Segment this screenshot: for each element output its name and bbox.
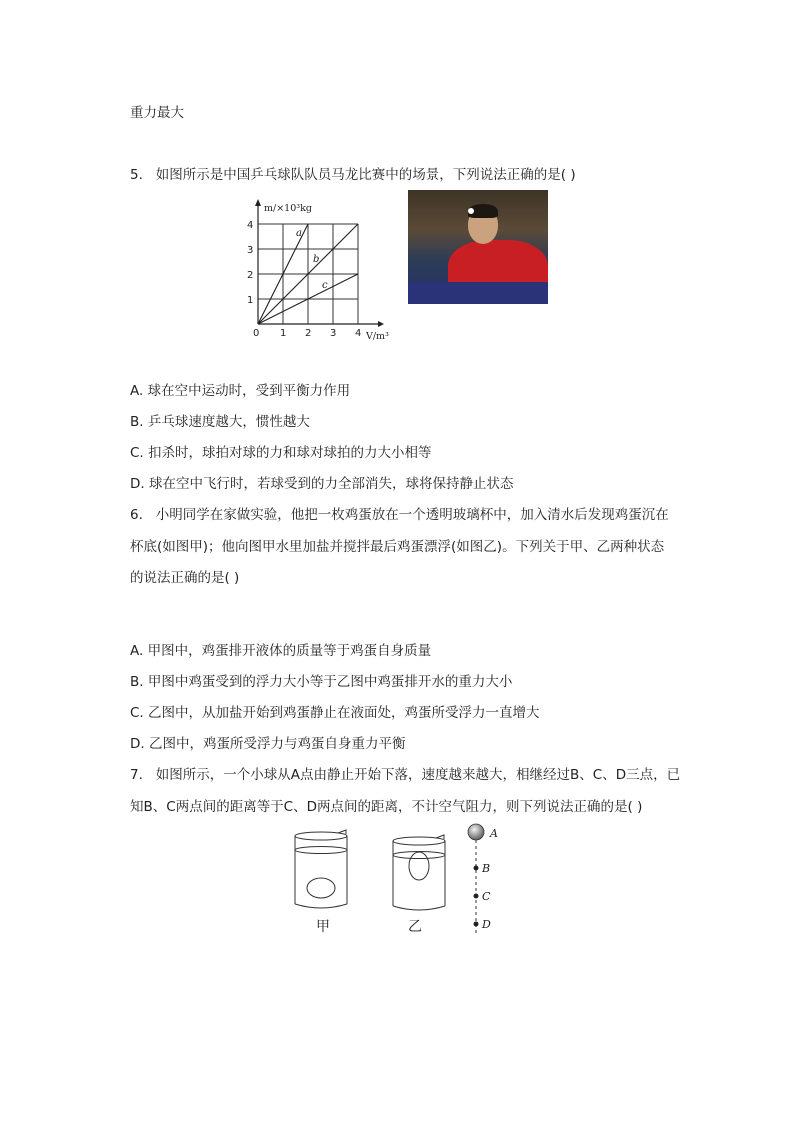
x-tick-3: 3 [330, 328, 337, 339]
q5-stem [130, 166, 576, 184]
beaker-jia [290, 828, 352, 914]
point-d-label: D [482, 918, 491, 931]
q6-stem-text-1: 小明同学在家做实验，他把一枚鸡蛋放在一个透明玻璃杯中，加入清水后发现鸡蛋沉在 [155, 507, 669, 523]
ping-pong-ball [468, 208, 474, 214]
y-tick-4: 4 [247, 220, 254, 231]
x-tick-4: 4 [355, 328, 362, 339]
x-axis-label: V/m³ [366, 331, 389, 342]
point-c-dot [474, 894, 479, 899]
point-d-dot [474, 922, 479, 927]
q7-number: 7. [130, 767, 143, 783]
y-axis-label: m/×10³kg [264, 203, 312, 214]
q6-option-b: B. 甲图中鸡蛋受到的浮力大小等于乙图中鸡蛋排开水的重力大小 [130, 674, 513, 690]
table-edge [408, 282, 548, 304]
mass-volume-graph [238, 196, 398, 346]
continuation-text: 重力最大 [130, 105, 184, 121]
line-c-label: c [322, 280, 328, 291]
q5-stem-text: 如图所示是中国乒乓球队队员马龙比赛中的场景，下列说法正确的是( ) [155, 167, 576, 183]
q7-stem-line-2: 知B、C两点间的距离等于C、D两点间的距离，不计空气阻力，则下列说法正确的是( ) [130, 799, 643, 815]
q6-option-a: A. 甲图中，鸡蛋排开液体的质量等于鸡蛋自身质量 [130, 643, 432, 659]
table-tennis-photo [408, 190, 548, 304]
falling-ball-diagram [460, 820, 510, 938]
x-tick-2: 2 [305, 328, 312, 339]
q5-option-a: A. 球在空中运动时，受到平衡力作用 [130, 383, 351, 399]
point-b-dot [474, 866, 479, 871]
q6-stem-line-2: 杯底(如图甲)；他向图甲水里加盐并搅拌最后鸡蛋漂浮(如图乙)。下列关于甲、乙两种状态 [130, 539, 665, 555]
x-tick-1: 1 [280, 328, 287, 339]
y-tick-1: 1 [247, 295, 254, 306]
q6-stem-line-3: 的说法正确的是( ) [130, 570, 240, 586]
q7-stem-text-1: 如图所示，一个小球从A点由静止开始下落，速度越来越大，相继经过B、C、D三点，已 [155, 767, 681, 783]
point-a-label: A [490, 827, 498, 840]
q6-stem-line-1 [130, 506, 669, 524]
origin-label: 0 [253, 328, 260, 339]
point-b-label: B [482, 862, 491, 875]
q5-option-d: D. 球在空中飞行时，若球受到的力全部消失，球将保持静止状态 [130, 476, 514, 492]
beaker-jia-caption: 甲 [316, 919, 330, 935]
q6-option-c: C. 乙图中，从加盐开始到鸡蛋静止在液面处，鸡蛋所受浮力一直增大 [130, 705, 540, 721]
ball [468, 824, 484, 840]
y-tick-3: 3 [247, 245, 254, 256]
q7-stem-line-1 [130, 766, 680, 784]
beaker-yi [388, 828, 450, 914]
line-b-label: b [313, 254, 320, 265]
q5-option-c: C. 扣杀时，球拍对球的力和球对球拍的力大小相等 [130, 445, 432, 461]
line-a-label: a [296, 228, 302, 239]
beaker-yi-caption: 乙 [408, 919, 422, 935]
q6-option-d: D. 乙图中，鸡蛋所受浮力与鸡蛋自身重力平衡 [130, 736, 406, 752]
q5-number: 5. [130, 167, 143, 183]
q5-option-b: B. 乒乓球速度越大，惯性越大 [130, 414, 310, 430]
point-c-label: C [482, 890, 491, 903]
q6-number: 6. [130, 507, 143, 523]
y-tick-2: 2 [247, 270, 254, 281]
